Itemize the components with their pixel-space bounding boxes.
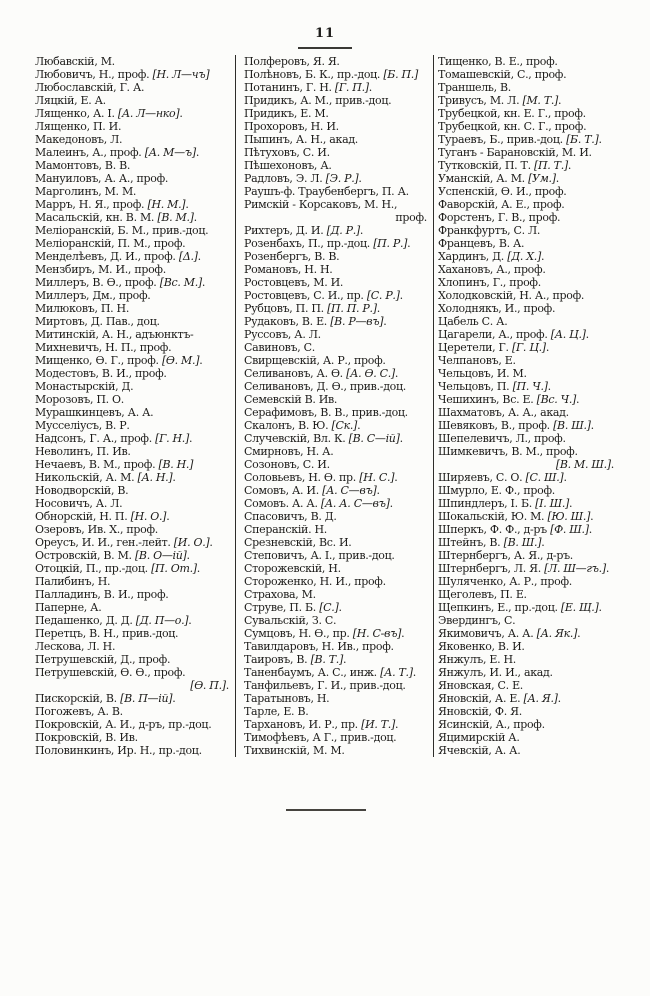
list-item: Модестовъ, В. И., проф.	[35, 367, 167, 380]
list-item: Свирщевскій, А. Р., проф.	[244, 354, 386, 367]
list-item: Ростовцевъ, С. И., пр. [С. Р.].	[244, 289, 403, 302]
column-2	[236, 55, 434, 757]
list-item: Розенбергъ, В. В.	[244, 250, 340, 263]
list-item: Яцимирскій А.	[438, 731, 520, 744]
list-item: Миллеръ, В. Ѳ., проф. [Вс. М.].	[35, 276, 206, 289]
list-item: Римскій - Корсаковъ, М. Н.,	[244, 198, 398, 211]
list-item: Хардинъ, Д. [Д. Х.].	[438, 250, 545, 263]
list-item: Ляцкій, Е. А.	[35, 94, 106, 107]
list-item: Пыпинъ, А. Н., акад.	[244, 133, 359, 146]
list-item: Марголинъ, М. М.	[35, 185, 137, 198]
list-item: Шимкевичъ, В. М., проф.	[438, 445, 578, 458]
list-item: Созоновъ, С. И.	[244, 458, 330, 471]
list-item: Мамонтовъ, В. В.	[35, 159, 131, 172]
list-item: Миртовъ, Д. Пав., доц.	[35, 315, 160, 328]
list-item: Мензбиръ, М. И., проф.	[35, 263, 166, 276]
list-item: Якимовичъ, А. А. [А. Як.].	[438, 627, 581, 640]
list-item: Холодковскій, Н. А., проф.	[438, 289, 585, 302]
list-item: Тимофѣевъ, А Г., прив.-доц.	[244, 731, 397, 744]
list-item: Потанинъ, Г. Н. [Г. П.].	[244, 81, 372, 94]
list-item: Любославскій, Г. А.	[35, 81, 145, 94]
list-item: Тищенко, В. Е., проф.	[438, 55, 558, 68]
list-item: Траншель, В.	[438, 81, 511, 94]
list-item: Мусселіусъ, В. Р.	[35, 419, 130, 432]
list-item: Сомовъ. А. А. [А. А. С—въ].	[244, 497, 393, 510]
list-item: Озеровъ, Ив. Х., проф.	[35, 523, 158, 536]
list-item: Шпиндлеръ, І. Б. [І. Ш.].	[438, 497, 573, 510]
list-item: Челпановъ, Е.	[438, 354, 516, 367]
list-item: Митинскій, А. Н., адъюнктъ-	[35, 328, 194, 341]
list-item: Носовичъ, А. Л.	[35, 497, 123, 510]
list-item: Спасовичъ, В. Д.	[244, 510, 337, 523]
list-item: Смирновъ, Н. А.	[244, 445, 334, 458]
list-item: Придикъ, Е. М.	[244, 107, 329, 120]
list-item: Холоднякъ, И., проф.	[438, 302, 556, 315]
list-item: Селивановъ, А. Ѳ. [А. Ѳ. С.].	[244, 367, 399, 380]
list-item: Пискорскій, В. [В. П—ій].	[35, 692, 176, 705]
list-item: [Ѳ. П.].	[190, 679, 229, 692]
list-item: Меліоранскій, П. М., проф.	[35, 237, 186, 250]
list-item: Савиновъ, С.	[244, 341, 315, 354]
list-item: Шмурло, Е. Ф., проф.	[438, 484, 555, 497]
list-item: Янжулъ, И. И., акад.	[438, 666, 553, 679]
list-item: Фаворскій, А. Е., проф.	[438, 198, 565, 211]
list-item: Полферовъ, Я. Я.	[244, 55, 340, 68]
list-item: Лященко, П. И.	[35, 120, 122, 133]
list-item: Яновская, С. Е.	[438, 679, 523, 692]
list-item: Трубецкой, кн. С. Г., проф.	[438, 120, 587, 133]
list-item: Церетели, Г. [Г. Ц.].	[438, 341, 550, 354]
list-item: Покровскій, В. Ив.	[35, 731, 138, 744]
list-item: Тривусъ, М. Л. [М. Т.].	[438, 94, 562, 107]
list-item: Таировъ, В. [В. Т.].	[244, 653, 347, 666]
list-item: Хахановъ, А., проф.	[438, 263, 546, 276]
list-item: Лященко, А. І. [А. Л—нко].	[35, 107, 183, 120]
list-item: Сторожевскій, Н.	[244, 562, 341, 575]
list-item: Стороженко, Н. И., проф.	[244, 575, 386, 588]
list-item: Нечаевъ, В. М., проф. [В. Н.]	[35, 458, 194, 471]
list-item: Степовичъ, А. І., прив.-доц.	[244, 549, 395, 562]
list-item: Шуляченко, А. Р., проф.	[438, 575, 572, 588]
list-item: Шперкъ, Ф. Ф., д-ръ [Ф. Ш.].	[438, 523, 592, 536]
list-item: Успенскій, Ѳ. И., проф.	[438, 185, 567, 198]
list-item: Половинкинъ, Ир. Н., пр.-доц.	[35, 744, 202, 757]
list-item: Македоновъ, Л.	[35, 133, 123, 146]
list-item: Менделѣевъ, Д. И., проф. [Δ.].	[35, 250, 201, 263]
list-item: Томашевскій, С., проф.	[438, 68, 567, 81]
list-item: Тураевъ, Б., прив.-доц. [Б. Т.].	[438, 133, 602, 146]
name-index-columns	[30, 55, 642, 757]
list-item: Янжулъ, Е. Н.	[438, 653, 516, 666]
list-item: Романовъ, Н. Н.	[244, 263, 333, 276]
list-item: Лескова, Л. Н.	[35, 640, 116, 653]
list-item: Пѣтуховъ, С. И.	[244, 146, 330, 159]
list-item: Мурашкинцевъ, А. А.	[35, 406, 154, 419]
list-item: Розенбахъ, П., пр.-доц. [П. Р.].	[244, 237, 411, 250]
list-item: Штернбергъ, А. Я., д-ръ.	[438, 549, 573, 562]
list-item: Щепкинъ, Е., пр.-доц. [Е. Щ.].	[438, 601, 602, 614]
list-item: Семевскій В. Ив.	[244, 393, 338, 406]
list-item: Струве, П. Б. [С.].	[244, 601, 342, 614]
list-item: Франкфуртъ, С. Л.	[438, 224, 541, 237]
list-item: Марръ, Н. Я., проф. [Н. М.].	[35, 198, 189, 211]
list-item: Масальскій, кн. В. М. [В. М.].	[35, 211, 197, 224]
list-item: Погожевъ, А. В.	[35, 705, 123, 718]
list-item: Таненбаумъ, А. С., инж. [А. Т.].	[244, 666, 416, 679]
list-item: Педашенко, Д. Д. [Д. П—о.].	[35, 614, 192, 627]
list-item: Чельцовъ, И. М.	[438, 367, 527, 380]
list-item: Палладинъ, В. И., проф.	[35, 588, 169, 601]
list-item: Ширяевъ, С. О. [С. Ш.].	[438, 471, 567, 484]
list-item: Серафимовъ, В. В., прив.-доц.	[244, 406, 408, 419]
list-item: Радловъ, Э. Л. [Э. Р.].	[244, 172, 362, 185]
list-item: Неволинъ, П. Ив.	[35, 445, 131, 458]
column-3	[434, 55, 642, 757]
list-item: Сумцовъ, Н. Ѳ., пр. [Н. С-въ].	[244, 627, 405, 640]
list-item: Пѣшехоновъ, А.	[244, 159, 332, 172]
list-item: Прохоровъ, Н. И.	[244, 120, 339, 133]
list-item: Малеинъ, А., проф. [А. М—ъ].	[35, 146, 200, 159]
list-item: Островскій, В. М. [В. О—ій].	[35, 549, 190, 562]
list-item: Ячевскій, А. А.	[438, 744, 521, 757]
list-item: Покровскій, А. И., д-ръ, пр.-доц.	[35, 718, 212, 731]
list-item: Придикъ, А. М., прив.-доц.	[244, 94, 392, 107]
list-item: Новодворскій, В.	[35, 484, 129, 497]
list-item: Трубецкой, кн. Е. Г., проф.	[438, 107, 586, 120]
list-item: Надсонъ, Г. А., проф. [Г. Н.].	[35, 432, 193, 445]
list-item: Паперне, А.	[35, 601, 102, 614]
list-item: Францевъ, В. А.	[438, 237, 525, 250]
list-item: Шепелевичъ, Л., проф.	[438, 432, 566, 445]
list-item: Цагарели, А., проф. [А. Ц.].	[438, 328, 589, 341]
list-item: Раушъ-ф. Траубенбергъ, П. А.	[244, 185, 409, 198]
list-item: Полѣновъ, Б. К., пр.-доц. [Б. П.]	[244, 68, 418, 81]
list-item: Чельцовъ, П. [П. Ч.].	[438, 380, 551, 393]
list-item: Монастырскій, Д.	[35, 380, 134, 393]
list-item: [В. М. Ш.].	[555, 458, 614, 471]
list-item: Яновскій, Ф. Я.	[438, 705, 522, 718]
list-item: Эвердингъ, С.	[438, 614, 516, 627]
list-item: Сувальскій, З. С.	[244, 614, 337, 627]
list-item: Михневичъ, Н. П., проф.	[35, 341, 172, 354]
list-item: Палибинъ, Н.	[35, 575, 111, 588]
list-item: Перетцъ, В. Н., прив.-доц.	[35, 627, 179, 640]
list-item: Миллеръ, Дм., проф.	[35, 289, 151, 302]
list-item: Меліоранскій, Б. М., прив.-доц.	[35, 224, 209, 237]
list-item: Яковенко, В. И.	[438, 640, 525, 653]
list-item: Тавилдаровъ, Н. Ив., проф.	[244, 640, 394, 653]
list-item: Страхова, М.	[244, 588, 316, 601]
list-item: Мануиловъ, А. А., проф.	[35, 172, 169, 185]
header-rule	[298, 47, 352, 49]
page-number: 11	[314, 26, 336, 41]
list-item: Любавскій, М.	[35, 55, 115, 68]
list-item: Тутковскій, П. Т. [П. Т.].	[438, 159, 572, 172]
list-item: Щеголевъ, П. Е.	[438, 588, 527, 601]
list-item: Хлопинъ, Г., проф.	[438, 276, 541, 289]
list-item: Срезневскій, Вс. И.	[244, 536, 352, 549]
list-item: Никольскій, А. М. [А. Н.].	[35, 471, 176, 484]
list-item: Рихтеръ, Д. И. [Д. Р.].	[244, 224, 364, 237]
list-item: Отоцкій, П., пр.-доц. [П. От.].	[35, 562, 200, 575]
list-item: Ростовцевъ, М. И.	[244, 276, 344, 289]
list-item: Руссовъ, А. Л.	[244, 328, 321, 341]
list-item: Сперанскій. Н.	[244, 523, 327, 536]
list-item: Чешихинъ, Вс. Е. [Вс. Ч.].	[438, 393, 580, 406]
list-item: Танфильевъ, Г. И., прив.-доц.	[244, 679, 406, 692]
list-item: Тарле, Е. В.	[244, 705, 309, 718]
list-item: Туганъ - Барановскій, М. И.	[438, 146, 592, 159]
list-item: Шокальскій, Ю. М. [Ю. Ш.].	[438, 510, 594, 523]
list-item: Мищенко, Ѳ. Г., проф. [Ѳ. М.].	[35, 354, 203, 367]
list-item: Штейнъ, В. [В. Ш.].	[438, 536, 545, 549]
list-item: Шахматовъ, А. А., акад.	[438, 406, 569, 419]
list-item: проф.	[395, 211, 427, 224]
list-item: Милюковъ, П. Н.	[35, 302, 130, 315]
list-item: Форстенъ, Г. В., проф.	[438, 211, 561, 224]
list-item: Случевскій, Вл. К. [В. С—ій].	[244, 432, 403, 445]
list-item: Петрушевскій, Д., проф.	[35, 653, 171, 666]
list-item: Уманскій, А. М. [Ум.].	[438, 172, 559, 185]
list-item: Тархановъ, И. Р., пр. [И. Т.].	[244, 718, 399, 731]
list-item: Сомовъ, А. И. [А. С—въ].	[244, 484, 380, 497]
list-item: Шевяковъ, В., проф. [В. Ш.].	[438, 419, 594, 432]
list-item: Ореусъ, И. И., ген.-лейт. [И. О.].	[35, 536, 213, 549]
list-item: Таратыновъ, Н.	[244, 692, 330, 705]
list-item: Скалонъ, В. Ю. [Ск.].	[244, 419, 361, 432]
list-item: Обнорскій, Н. П. [Н. О.].	[35, 510, 170, 523]
list-item: Ясинскій, А., проф.	[438, 718, 545, 731]
list-item: Яновскій, А. Е. [А. Я.].	[438, 692, 561, 705]
list-item: Штернбергъ, Л. Я. [Л. Ш—гъ.].	[438, 562, 610, 575]
list-item: Соловьевъ, Н. Ѳ. пр. [Н. С.].	[244, 471, 398, 484]
list-item: Петрушевскій, Ѳ. Ѳ., проф.	[35, 666, 186, 679]
list-item: Рубцовъ, П. П. [П. П. Р.].	[244, 302, 380, 315]
footer-rule	[286, 809, 366, 811]
list-item: Любовичъ, Н., проф. [Н. Л—чъ]	[35, 68, 210, 81]
list-item: Селивановъ, Д. Ѳ., прив.-доц.	[244, 380, 406, 393]
list-item: Морозовъ, П. О.	[35, 393, 124, 406]
list-item: Рудаковъ, В. Е. [В. Р—въ].	[244, 315, 387, 328]
list-item: Цабель С. А.	[438, 315, 508, 328]
list-item: Тихвинскій, М. М.	[244, 744, 345, 757]
column-1	[30, 55, 236, 757]
